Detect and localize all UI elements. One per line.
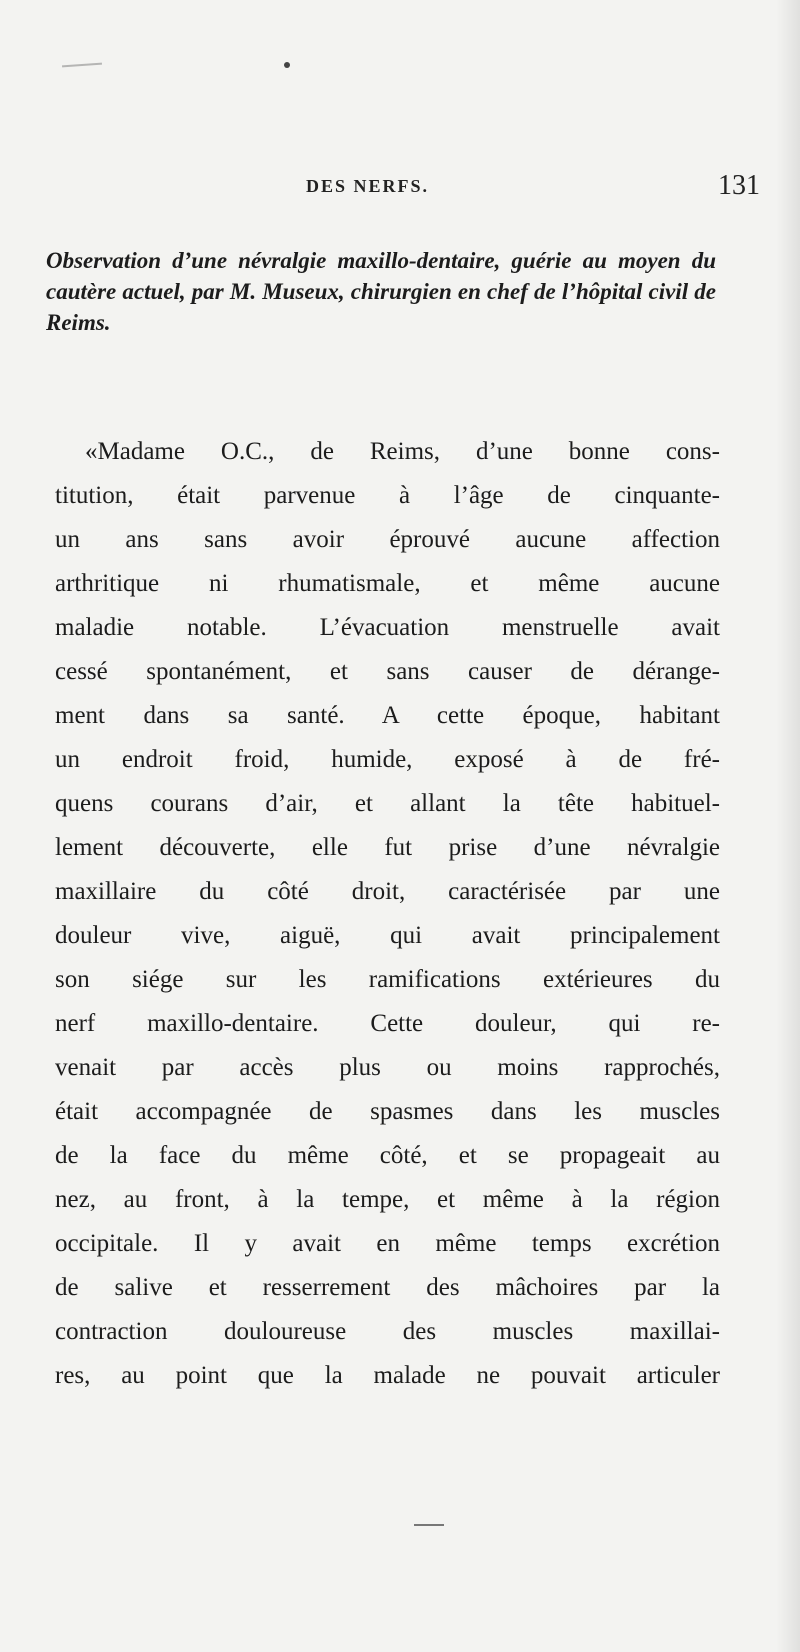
running-head: DES NERFS. (306, 176, 430, 196)
text-line: «Madame O.C., de Reims, d’une bonne cons- (85, 438, 720, 465)
text-line: occipitale. Il y avait en même temps excrétion (55, 1230, 720, 1257)
text-line: titution, était parvenue à l’âge de cinquante- (55, 482, 720, 509)
bottom-mark (414, 1524, 444, 1526)
text-line: arthritique ni rhumatismale, et même aucune (55, 570, 720, 597)
text-line: de la face du même côté, et se propageait au (55, 1142, 720, 1169)
text-line: un endroit froid, humide, exposé à de fré- (55, 746, 720, 773)
text-line: maladie notable. L’évacuation menstruelle avait (55, 614, 720, 641)
body-paragraph (55, 430, 720, 1398)
text-line: un ans sans avoir éprouvé aucune affection (55, 526, 720, 553)
text-line: son siége sur les ramifications extérieures du (55, 966, 720, 993)
text-line: maxillaire du côté droit, caractérisée par une (55, 878, 720, 905)
text-line: venait par accès plus ou moins rapprochés, (55, 1054, 720, 1081)
page-header (60, 170, 760, 210)
text-line: nez, au front, à la tempe, et même à la région (55, 1186, 720, 1213)
page-edge-shadow (776, 0, 800, 1652)
page-number: 131 (718, 170, 760, 201)
text-line: contraction douloureuse des muscles maxillai- (55, 1318, 720, 1345)
text-line: de salive et resserrement des mâchoires par la (55, 1274, 720, 1301)
text-line: douleur vive, aiguë, qui avait principalement (55, 922, 720, 949)
text-line: ment dans sa santé. A cette époque, habitant (55, 702, 720, 729)
observation-heading: Observation d’une névralgie maxillo-dentaire, guérie au moyen du cautère actuel, par M. Museux, chirurgien en chef de l’hôpital civil de Reims. (46, 248, 716, 335)
text-line: nerf maxillo-dentaire. Cette douleur, qui re- (55, 1010, 720, 1037)
text-line: quens courans d’air, et allant la tête habituel- (55, 790, 720, 817)
text-line: lement découverte, elle fut prise d’une névralgie (55, 834, 720, 861)
ink-dot (284, 62, 290, 68)
ink-smudge (62, 63, 102, 68)
text-line: cessé spontanément, et sans causer de dérange- (55, 658, 720, 685)
text-line: était accompagnée de spasmes dans les muscles (55, 1098, 720, 1125)
text-line: res, au point que la malade ne pouvait articuler (55, 1362, 720, 1389)
